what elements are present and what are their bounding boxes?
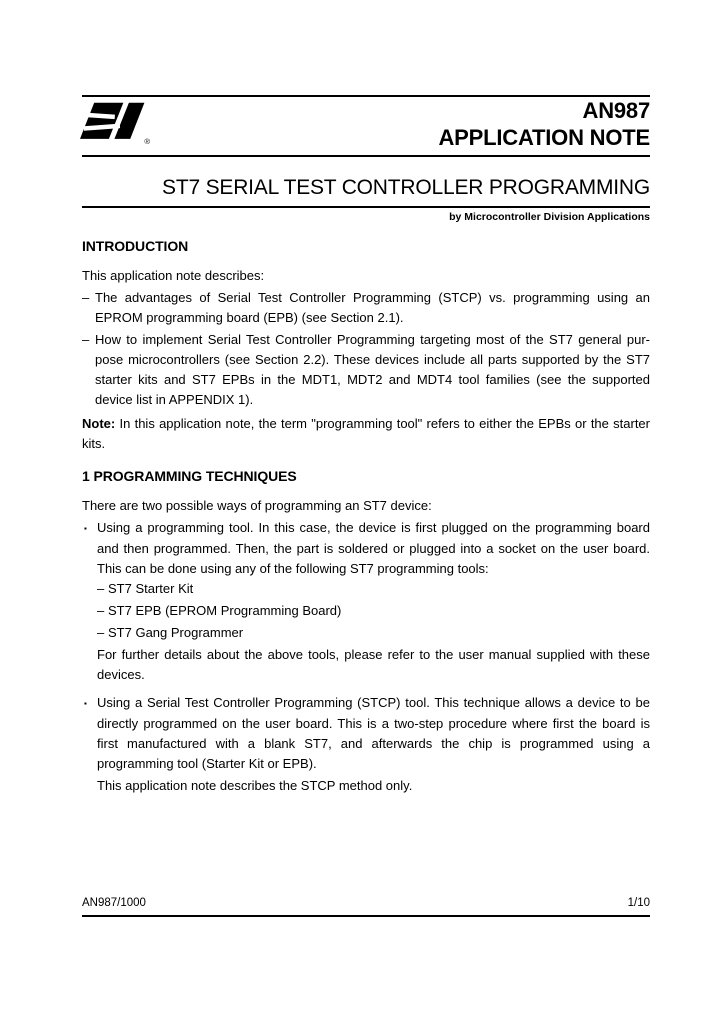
intro-item-2 bbox=[82, 330, 650, 410]
doc-number: AN987 bbox=[582, 98, 650, 123]
techniques-heading: 1 PROGRAMMING TECHNIQUES bbox=[82, 468, 297, 484]
introduction-heading: INTRODUCTION bbox=[82, 238, 189, 254]
bullet-2-text: Using a Serial Test Controller Programming (STCP) tool. This technique allows a device to be directly programmed on the user board. This is a two-step procedure where first the board is first manufactured with a blank ST7, and afterwards the chip is programmed using a programming tool (Starter Kit or EPB). bbox=[97, 695, 650, 771]
bullet-marker: ▪ bbox=[84, 524, 87, 533]
tool-list-item-1 bbox=[97, 579, 650, 599]
footer-page-number: 1/10 bbox=[627, 897, 650, 909]
bullet-2-followup: This application note describes the STCP method only. bbox=[97, 778, 413, 793]
footer-rule bbox=[82, 915, 650, 917]
tool-list bbox=[97, 579, 650, 643]
bullet-2 bbox=[82, 693, 650, 774]
bullet-group-1 bbox=[82, 518, 650, 685]
page-title: ST7 SERIAL TEST CONTROLLER PROGRAMMING bbox=[162, 176, 650, 199]
dash-marker: – bbox=[97, 581, 105, 596]
footer-doc-ref: AN987/1000 bbox=[82, 897, 146, 909]
bullet-1-followup: For further details about the above tools, please refer to the user manual supplied with these devices. bbox=[97, 647, 650, 682]
tool-1-text: ST7 Starter Kit bbox=[108, 581, 194, 596]
registered-mark: ® bbox=[144, 136, 151, 146]
bullet-1-text: Using a programming tool. In this case, the device is first plugged on the programming board and then programmed. Then, the part is soldered or plugged into a socket on the user board. This can be done using any of the following ST7 programming tools: bbox=[97, 520, 650, 576]
tool-list-item-3 bbox=[97, 623, 650, 643]
st-logo bbox=[80, 101, 156, 152]
dash-marker: – bbox=[82, 332, 90, 347]
note-label: Note: bbox=[82, 416, 116, 431]
note-paragraph bbox=[82, 414, 650, 454]
bullet-1 bbox=[82, 518, 650, 579]
header-bottom-rule bbox=[82, 155, 650, 157]
tool-list-item-2 bbox=[97, 601, 650, 621]
page-footer bbox=[82, 897, 650, 909]
header-doc-id bbox=[438, 97, 650, 151]
note-text: In this application note, the term "programming tool" refers to either the EPBs or the starter kits. bbox=[82, 416, 650, 451]
intro-item-2-text: How to implement Serial Test Controller Programming targeting most of the ST7 general purpose microcontrollers (see Section 2.2). These devices include all parts supported by the ST7 starter kits and ST7 EPBs in the MDT1, MDT2 and MDT4 tool families (see the supported device list in APPENDIX 1). bbox=[95, 332, 650, 407]
techniques-lead: There are two possible ways of programming an ST7 device: bbox=[82, 498, 432, 513]
st-logo-graphic bbox=[80, 101, 156, 147]
intro-item-1-text: The advantages of Serial Test Controller Programming (STCP) vs. programming using an EPROM programming board (EPB) (see Section 2.1). bbox=[95, 290, 650, 325]
bullet-marker: ▪ bbox=[84, 699, 87, 708]
section-programming-techniques bbox=[82, 466, 650, 804]
doc-type: APPLICATION NOTE bbox=[438, 125, 650, 150]
title-rule bbox=[82, 206, 650, 208]
dash-marker: – bbox=[97, 603, 105, 618]
byline: by Microcontroller Division Applications bbox=[449, 211, 650, 223]
bullet-group-2 bbox=[82, 693, 650, 796]
tool-3-text: ST7 Gang Programmer bbox=[108, 625, 244, 640]
introduction-lead: This application note describes: bbox=[82, 268, 265, 283]
tool-2-text: ST7 EPB (EPROM Programming Board) bbox=[108, 603, 342, 618]
section-introduction bbox=[82, 236, 650, 456]
intro-item-1 bbox=[82, 288, 650, 328]
dash-marker: – bbox=[82, 290, 90, 305]
dash-marker: – bbox=[97, 625, 105, 640]
